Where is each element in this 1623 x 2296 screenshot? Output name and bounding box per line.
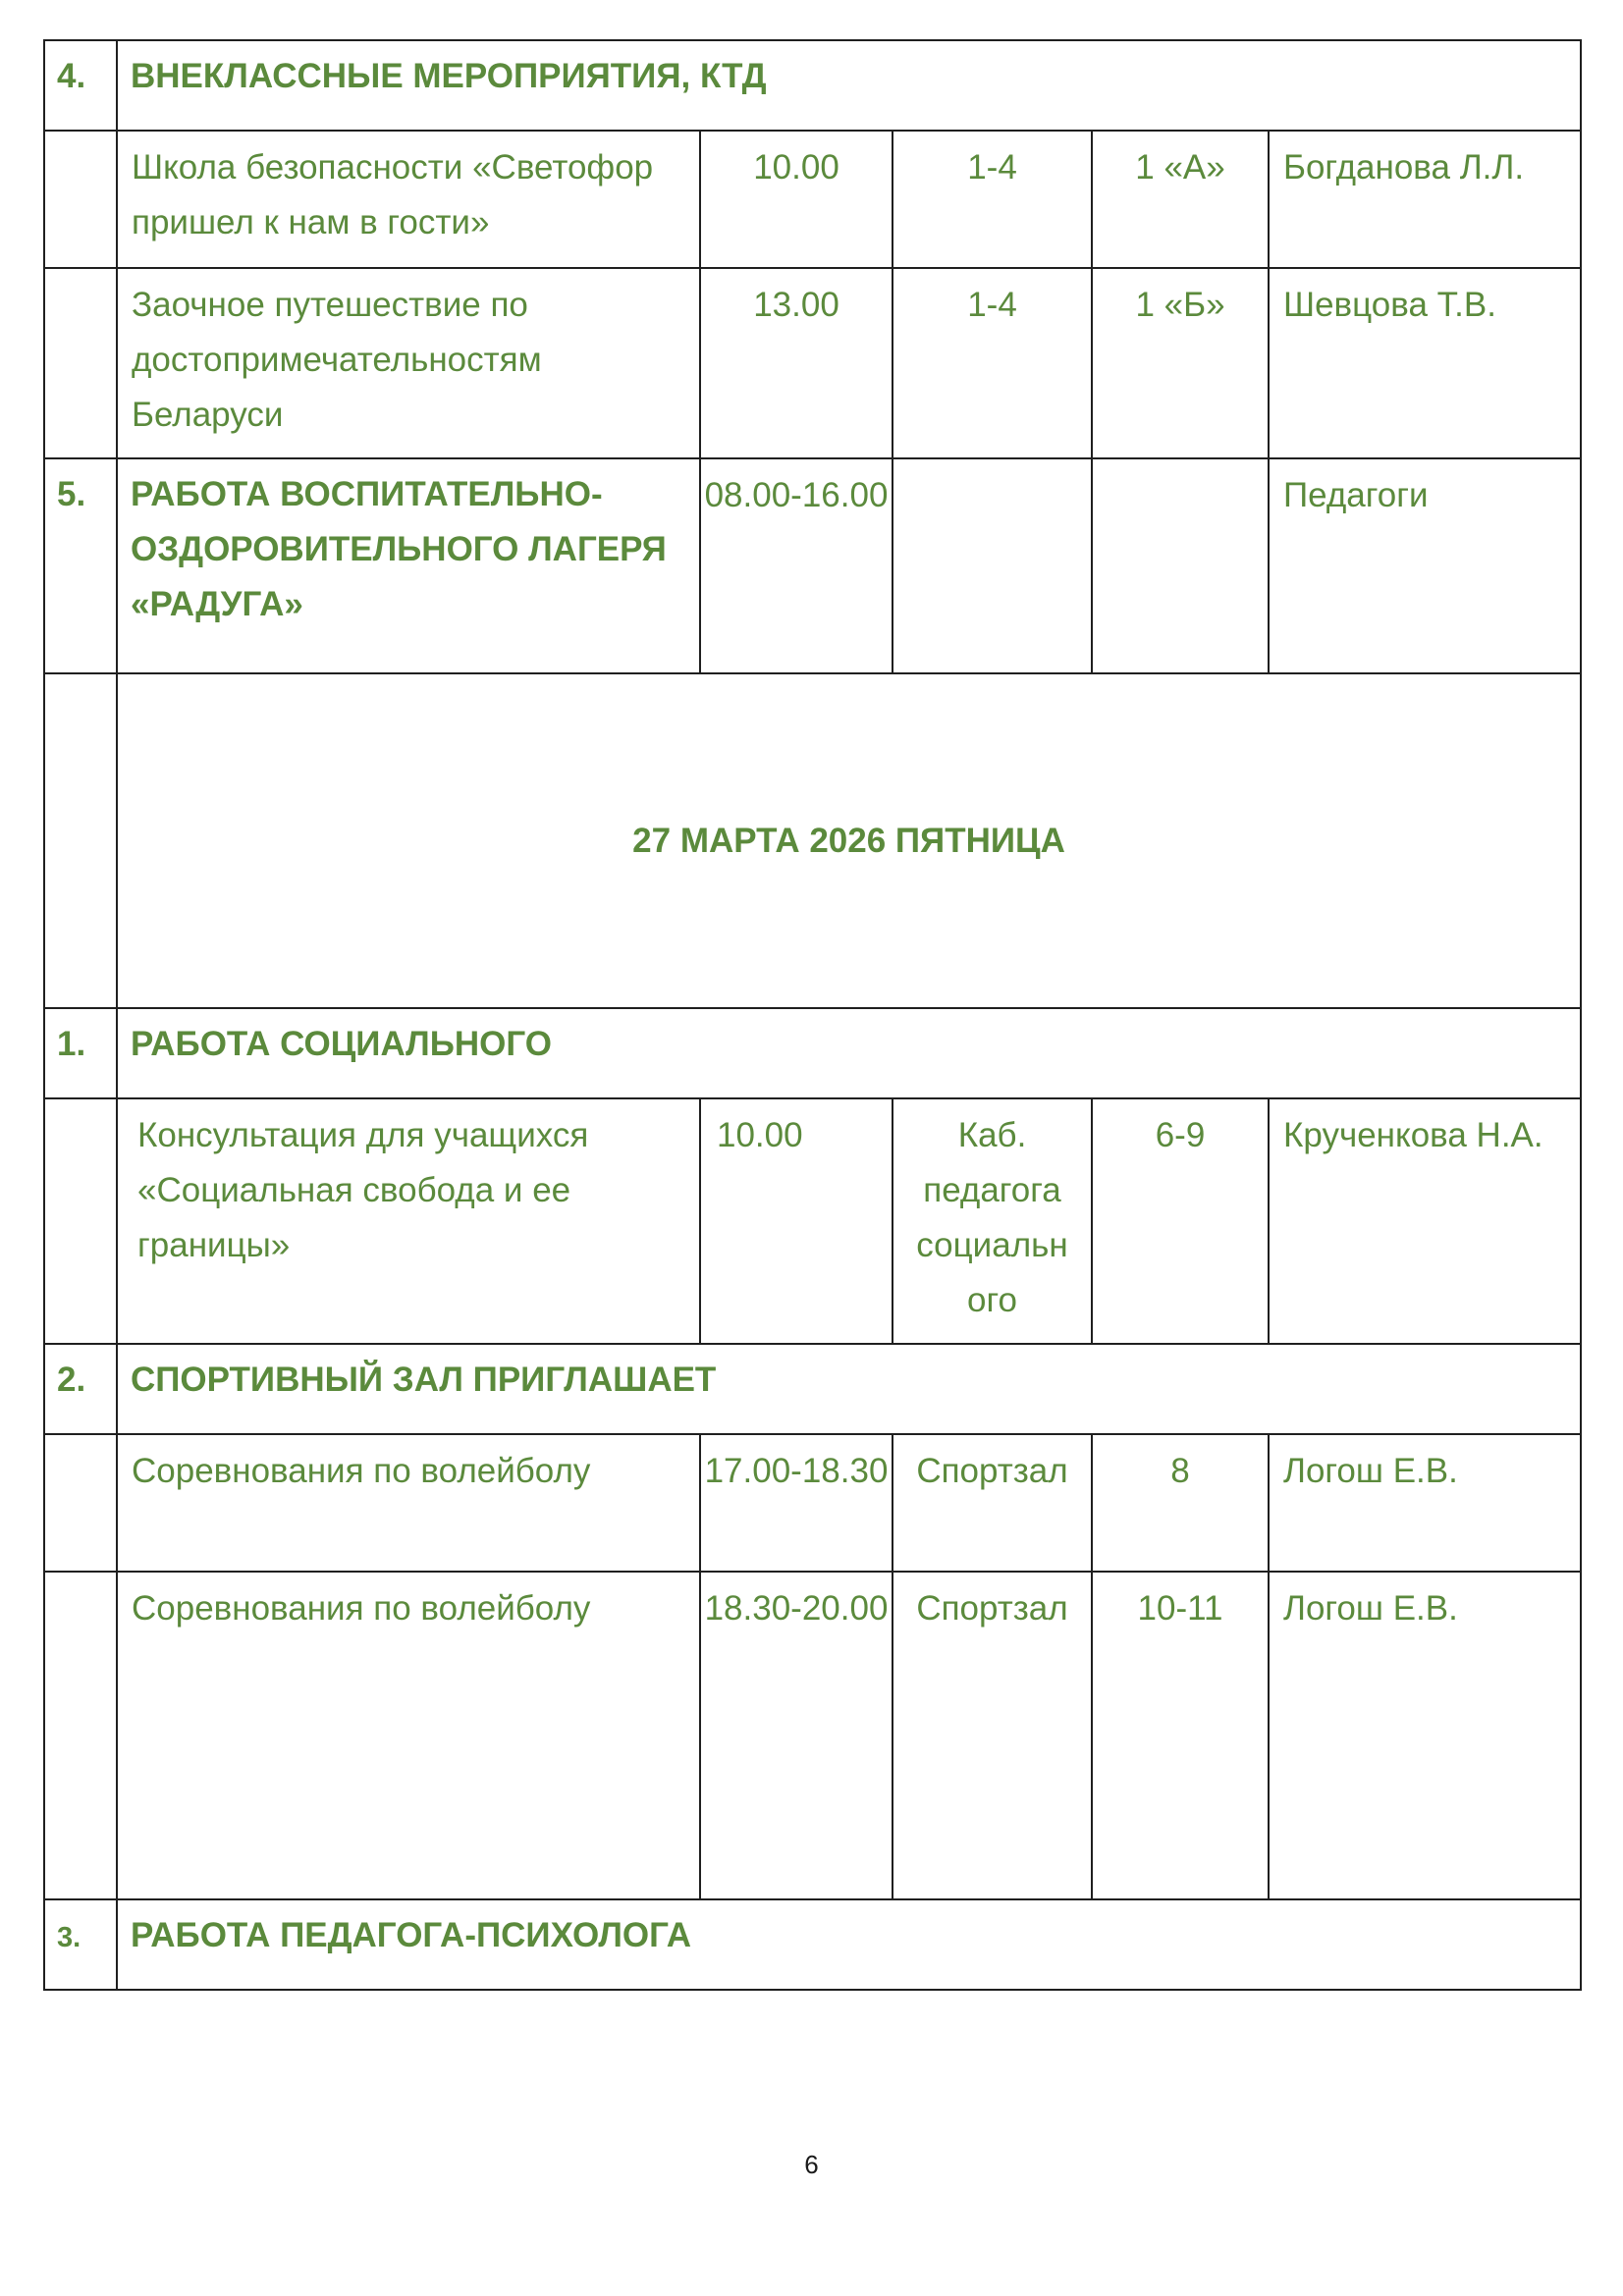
schedule-table	[43, 39, 1582, 1991]
event-responsible: Логош Е.В.	[1269, 1572, 1581, 1899]
event-title: Соревнования по волейболу	[117, 1572, 700, 1899]
section-number: 2.	[44, 1344, 117, 1434]
empty-number-cell	[44, 1098, 117, 1344]
section-heading: РАБОТА ПЕДАГОГА-ПСИХОЛОГА	[117, 1899, 1581, 1990]
event-time: 08.00-16.00	[700, 458, 893, 673]
event-title: Консультация для учащихся «Социальная свобода и ее границы»	[117, 1098, 700, 1344]
event-time: 13.00	[700, 268, 893, 458]
event-time: 10.00	[700, 1098, 893, 1344]
empty-number-cell	[44, 673, 117, 1008]
section-number: 5.	[44, 458, 117, 673]
event-responsible: Логош Е.В.	[1269, 1434, 1581, 1572]
event-place: Спортзал	[893, 1572, 1092, 1899]
event-responsible: Богданова Л.Л.	[1269, 131, 1581, 268]
event-place: 1-4	[893, 268, 1092, 458]
section-number: 4.	[44, 40, 117, 131]
event-responsible: Шевцова Т.В.	[1269, 268, 1581, 458]
event-title: Школа безопасности «Светофор пришел к нам в гости»	[117, 131, 700, 268]
date-row	[44, 673, 1581, 1008]
event-place: Спортзал	[893, 1434, 1092, 1572]
section-number: 1.	[44, 1008, 117, 1098]
table-row	[44, 131, 1581, 268]
event-classes: 8	[1092, 1434, 1269, 1572]
empty-number-cell	[44, 1572, 117, 1899]
section-heading: СПОРТИВНЫЙ ЗАЛ ПРИГЛАШАЕТ	[117, 1344, 1581, 1434]
event-classes: 1 «А»	[1092, 131, 1269, 268]
event-place: Каб. педагога социальн ого	[893, 1098, 1092, 1344]
event-title: Заочное путешествие по достопримечательностям Беларуси	[117, 268, 700, 458]
empty-number-cell	[44, 268, 117, 458]
empty-classes-cell	[1092, 458, 1269, 673]
event-time: 18.30-20.00	[700, 1572, 893, 1899]
event-title: Соревнования по волейболу	[117, 1434, 700, 1572]
section-heading: РАБОТА СОЦИАЛЬНОГО	[117, 1008, 1581, 1098]
section-number: 3.	[44, 1899, 117, 1990]
event-responsible: Педагоги	[1269, 458, 1581, 673]
section-heading-row	[44, 1899, 1581, 1990]
empty-place-cell	[893, 458, 1092, 673]
section-heading-row	[44, 1344, 1581, 1434]
event-place: 1-4	[893, 131, 1092, 268]
page-number: 6	[804, 2150, 819, 2179]
event-responsible: Крученкова Н.А.	[1269, 1098, 1581, 1344]
section-heading: ВНЕКЛАССНЫЕ МЕРОПРИЯТИЯ, КТД	[117, 40, 1581, 131]
table-row	[44, 1098, 1581, 1344]
event-classes: 6-9	[1092, 1098, 1269, 1344]
section-heading-row	[44, 40, 1581, 131]
event-classes: 1 «Б»	[1092, 268, 1269, 458]
section-heading: РАБОТА ВОСПИТАТЕЛЬНО-ОЗДОРОВИТЕЛЬНОГО ЛАГЕРЯ «РАДУГА»	[117, 458, 700, 673]
table-row	[44, 268, 1581, 458]
event-time: 17.00-18.30	[700, 1434, 893, 1572]
section-heading-row	[44, 1008, 1581, 1098]
event-time: 10.00	[700, 131, 893, 268]
table-row	[44, 1434, 1581, 1572]
section-heading-row	[44, 458, 1581, 673]
empty-number-cell	[44, 1434, 117, 1572]
date-banner: 27 МАРТА 2026 ПЯТНИЦА	[117, 673, 1581, 1008]
table-row	[44, 1572, 1581, 1899]
event-classes: 10-11	[1092, 1572, 1269, 1899]
empty-number-cell	[44, 131, 117, 268]
